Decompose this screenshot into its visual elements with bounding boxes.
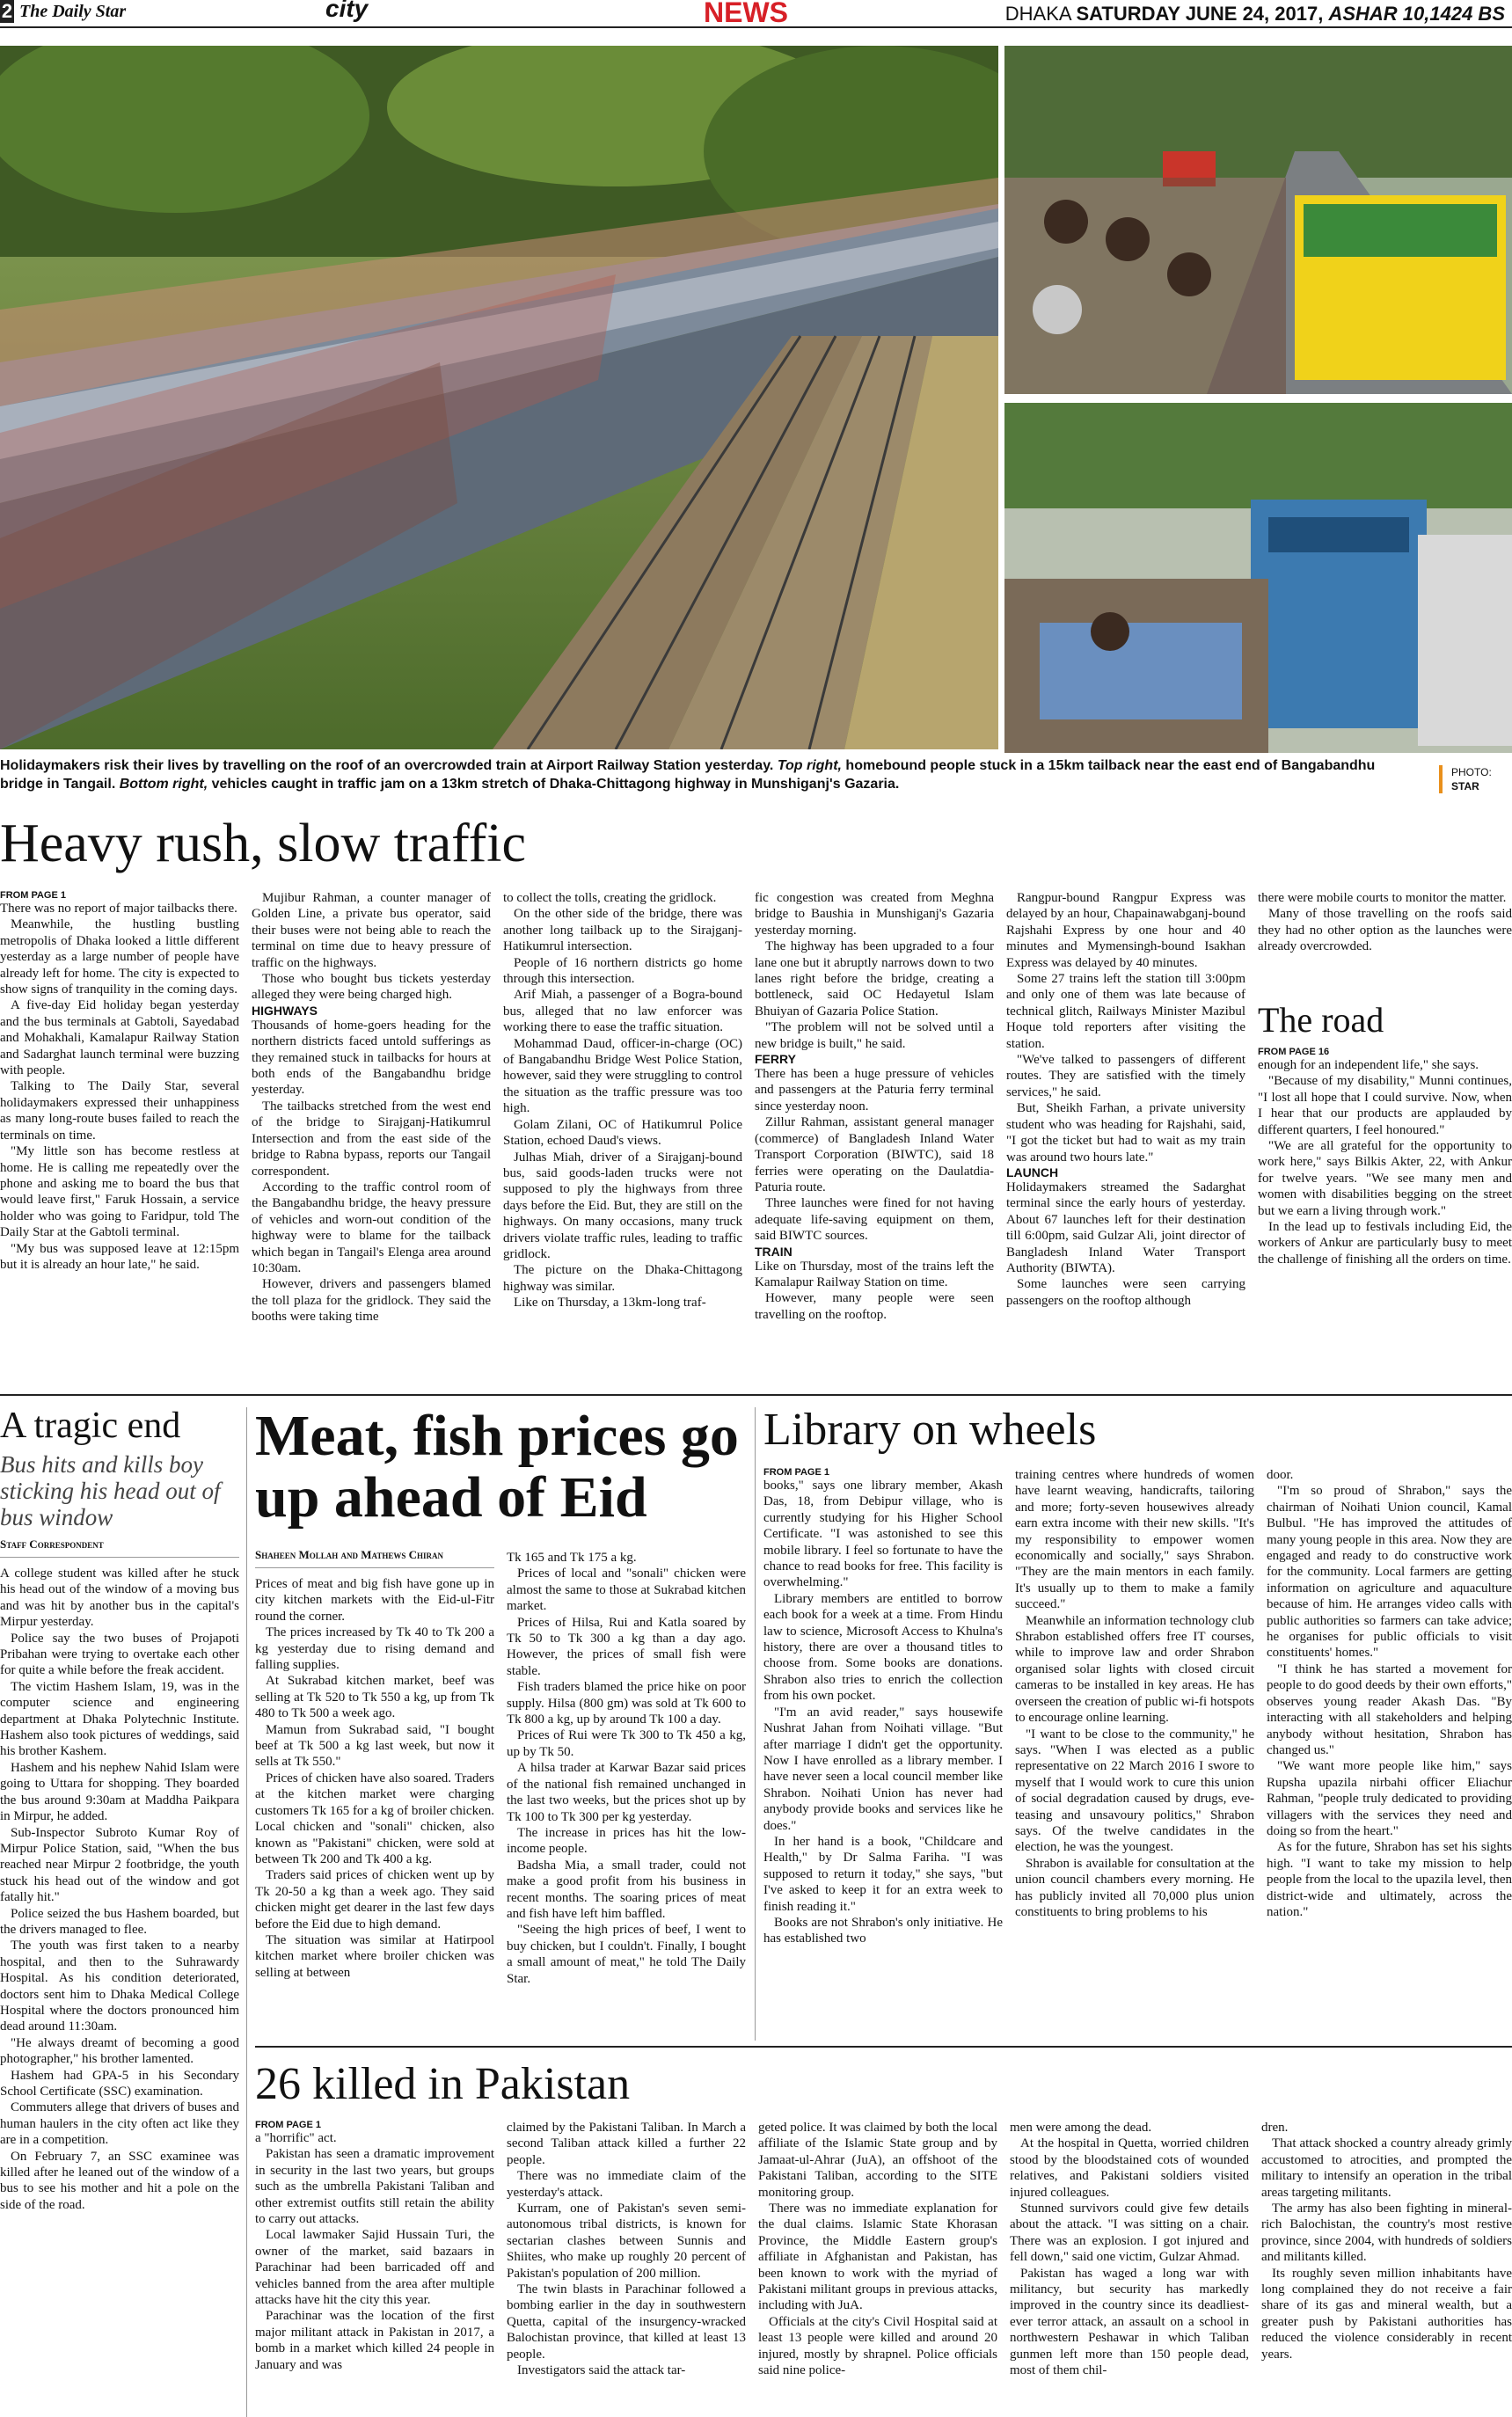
body-paragraph: to collect the tolls, creating the gridlock.	[503, 891, 717, 905]
body-paragraph: Local lawmaker Sajid Hussain Turi, the owner of the market, said bazaars in Parachinar had been barricaded off and vehicles banned from the area after multiple attacks have hit the city this year.	[255, 2228, 494, 2308]
body-paragraph: There was no report of major tailbacks there.	[0, 902, 237, 916]
body-paragraph: a "horrific" act.	[255, 2131, 337, 2145]
column-rule	[246, 1407, 247, 2417]
body-paragraph: At the hospital in Quetta, worried children stood by the bloodstained cots of wounded relatives, and Pakistani soldiers visited injured colleagues.	[1010, 2136, 1249, 2200]
body-paragraph: men were among the dead.	[1010, 2121, 1152, 2135]
body-paragraph: However, drivers and passengers blamed the toll plaza for the gridlock. They said the booths were taking time	[252, 1277, 491, 1325]
subhead-ferry: FERRY	[755, 1052, 796, 1067]
body-paragraph: There has been a huge pressure of vehicles and passengers at the Paturia ferry terminal since yesterday noon.	[755, 1067, 994, 1114]
paper-name: The Daily Star	[19, 2, 127, 21]
body-paragraph: There was no immediate explanation for the dual claims. Islamic State Khorasan Province, the Middle Eastern group's affiliate in Afghanistan and Pakistan, has been known to work with the myriad of Pakistani militant groups in previous attacks, including with JuA.	[758, 2202, 997, 2313]
pakistan-column-2	[507, 2120, 746, 2417]
body-paragraph: Prices of local and "sonali" chicken were almost the same to those at Sukrabad kitchen market.	[507, 1566, 746, 1614]
pakistan-column-1	[255, 2120, 494, 2417]
section-divider	[255, 2046, 1512, 2048]
body-paragraph: "My bus was supposed leave at 12:15pm but it is already an hour late," he said.	[0, 1241, 239, 1272]
body-paragraph: The victim Hashem Islam, 19, was in the computer science and engineering department at Dhaka Polytechnic Institute. Hashem also took pictures of weddings, said his brother Kashem.	[0, 1679, 239, 1759]
body-paragraph: Fish traders blamed the price hike on poor supply. Hilsa (800 gm) was sold at Tk 600 to Tk 800 a kg, up by around Tk 100 a day.	[507, 1680, 746, 1727]
body-paragraph: door.	[1267, 1468, 1294, 1482]
body-paragraph: That attack shocked a country already grimly accustomed to atrocities, and prompted the military to intensify an operation in the tribal areas targeting militants.	[1261, 2136, 1512, 2200]
masthead	[0, 0, 1512, 28]
paragraph-group	[1015, 1467, 1254, 1920]
body-paragraph: The youth was first taken to a nearby hospital, and then to the Suhrawardy Hospital. As his condition deteriorated, doctors sent him to Dhaka Medical College Hospital where the doctors pronounced him dead around 11:30am.	[0, 1939, 239, 2034]
body-paragraph: Zillur Rahman, assistant general manager (commerce) of Bangladesh Inland Water Transport Corporation (BIWTC), said 18 ferries were operating on the Daulatdia-Paturia route.	[755, 1115, 994, 1194]
body-paragraph: "I'm so proud of Shrabon," says the chairman of Noihati Union council, Kamal Bulbul. "He has improved the attitudes of many young people in this area. Now they are engaged and ready to do constructive work for the community. Local farmers are getting information on agriculture and aquaculture because of him. He arranges video calls with public authorities so farmers can take advice; he organises for public officials to visit constituents' homes."	[1267, 1484, 1512, 1661]
body-paragraph: The situation was similar at Hatirpool kitchen market where broiler chicken was selling at between	[255, 1932, 494, 1980]
pakistan-column-3	[758, 2120, 997, 2417]
tragic-byline: Staff Correspondent	[0, 1537, 239, 1558]
library-column-2	[1015, 1467, 1254, 2039]
body-paragraph: Prices of Rui were Tk 300 to Tk 450 a kg, up by Tk 50.	[507, 1728, 746, 1759]
body-paragraph: Meanwhile an information technology club Shrabon established offers free IT courses, while to improve law and order Shrabon organised solar lights with closed circuit cameras to be installed in key areas. He has overseen the creation of public wi-fi hotspots to encourage online learning.	[1015, 1613, 1254, 1726]
paragraph-group	[755, 890, 994, 1052]
body-paragraph: Talking to The Daily Star, several holidaymakers expressed their unhappiness as many long-route buses failed to reach the terminals on time.	[0, 1079, 239, 1143]
paragraph-group	[1258, 890, 1512, 955]
body-paragraph: But, Sheikh Farhan, a private university student who was heading for Rajshahi, said, "I got the ticket but had to wait as my train was around two hours late."	[1006, 1101, 1245, 1165]
body-paragraph: Pakistan has waged a long war with militancy, but security has markedly improved in the country since its deadliest-ever terror attack, an assault on a school in northwestern Peshawar in which Taliban gunmen left more than 150 people dead, most of them chil-	[1010, 2266, 1249, 2378]
body-paragraph: In the lead up to festivals including Eid, the workers of Ankur are particularly busy to meet the challenge of finishing all the orders on time.	[1258, 1220, 1512, 1267]
body-paragraph: A college student was killed after he stuck his head out of the window of a moving bus and was hit by another bus in the capital's Mirpur yesterday.	[0, 1566, 239, 1630]
paragraph-group	[763, 1478, 1003, 1947]
body-paragraph: According to the traffic control room of the Bangabandhu bridge, the heavy pressure of vehicles and worn-out condition of the highway were to blame for the tailback which began in Tangail's Elenga area around 10:30am.	[252, 1179, 491, 1275]
body-paragraph: Sub-Inspector Subroto Kumar Roy of Mirpur Police Station, said, "When the bus reached near Mirpur 2 footbridge, the youth stuck his head out of the window and got fatally hit."	[0, 1825, 239, 1905]
body-paragraph: The tailbacks stretched from the west end of the bridge to Sirajganj-Hatikumrul Intersection and from the east side of the bridge to Rabna bypass, reports our Tangail correspondent.	[252, 1099, 491, 1179]
category-label: NEWS	[704, 0, 788, 28]
paragraph-group	[252, 890, 491, 1004]
body-paragraph: Many of those travelling on the roofs said they had no other option as the launches were already overcrowded.	[1258, 907, 1512, 954]
paragraph-group	[0, 1566, 239, 2213]
library-column-3	[1267, 1467, 1512, 2039]
body-paragraph: Investigators said the attack tar-	[517, 2363, 686, 2378]
body-paragraph: dren.	[1261, 2121, 1289, 2135]
paragraph-group	[0, 901, 239, 1273]
body-paragraph: Prices of chicken have also soared. Traders at the kitchen market were charging customers Tk 165 for a kg of broiler chicken. Local chicken and "sonali" chicken, also known as "Pakistani" chicken, were sold at between Tk 200 and Tk 400 a kg.	[255, 1771, 494, 1866]
road-kicker: FROM PAGE 16	[1258, 1047, 1330, 1057]
paragraph-group	[1010, 2120, 1249, 2379]
body-paragraph: Arif Miah, a passenger of a Bogra-bound bus, alleged that no law enforcer was working there to ease the traffic situation.	[503, 988, 742, 1035]
body-paragraph: The increase in prices has hit the low-income people.	[507, 1825, 746, 1857]
tragic-headline: A tragic end	[0, 1406, 181, 1446]
story1-column-1	[0, 890, 239, 1383]
photo-traffic-gazaria	[1004, 403, 1512, 753]
paragraph-group	[1258, 1057, 1512, 1267]
body-paragraph: Its roughly seven million inhabitants have long complained they do not receive a fair share of its gas and mineral wealth, but a greater push by Pakistani authorities has reduced the violence considerably in recent years.	[1261, 2266, 1512, 2362]
paragraph-group	[503, 890, 742, 1311]
body-paragraph: Officials at the city's Civil Hospital said at least 13 people were killed and around 20 injured, mostly by shrapnel. Police officials said nine police-	[758, 2314, 997, 2378]
story-headline: Heavy rush, slow traffic	[0, 814, 527, 873]
body-paragraph: Shrabon is available for consultation at the union council chambers every morning. He has publicly invited all 70,000 plus union constituents to bring problems to his	[1015, 1856, 1254, 1919]
library-kicker: FROM PAGE 1	[763, 1467, 829, 1478]
subhead-launch: LAUNCH	[1006, 1165, 1059, 1179]
body-paragraph: Tk 165 and Tk 175 a kg.	[507, 1551, 637, 1565]
paragraph-group	[255, 1576, 494, 1981]
paragraph-group	[255, 2130, 494, 2373]
body-paragraph: Prices of meat and big fish have gone up in city kitchen markets with the Eid-ul-Fitr round the corner.	[255, 1577, 494, 1624]
body-paragraph: geted police. It was claimed by both the local affiliate of the Islamic State group and by Jamaat-ul-Ahrar (JuA), an offshoot of the Pakistani Taliban, according to the SITE monitoring group.	[758, 2121, 997, 2200]
body-paragraph: A hilsa trader at Karwar Bazar said prices of the national fish remained unchanged in the last two weeks, but the prices shot up by Tk 100 to Tk 300 per kg yesterday.	[507, 1761, 746, 1824]
body-paragraph: A five-day Eid holiday began yesterday and the bus terminals at Gabtoli, Sayedabad and Mohakhali, Kamalapur Railway Station and Sadarghat launch terminal were buzzing with people.	[0, 998, 239, 1078]
body-paragraph: The twin blasts in Parachinar followed a bombing earlier in the day in southwestern Quetta, capital of the insurgency-wracked Balochistan province, that killed at least 13 people.	[507, 2282, 746, 2362]
library-column-1	[763, 1467, 1003, 2039]
body-paragraph: Thousands of home-goers heading for the northern districts faced untold sufferings as they remained stuck in tailbacks for hours at both ends of the Bangabandhu bridge yesterday.	[252, 1018, 491, 1098]
story1-column-3	[503, 890, 742, 1383]
body-paragraph: enough for an independent life," she says.	[1258, 1058, 1479, 1072]
body-paragraph: People of 16 northern districts go home through this intersection.	[503, 955, 742, 987]
pakistan-column-4	[1010, 2120, 1249, 2417]
body-paragraph: Those who bought bus tickets yesterday alleged they were being charged high.	[252, 972, 491, 1003]
body-paragraph: training centres where hundreds of women have learnt weaving, handicrafts, tailoring and more; forty-seven housewives already earn extra income with their new skills. "It's my responsibility to empower women economically and socially," says Shrabon. "They are the main mentors in each family. It's usually up to them to make a family succeed."	[1015, 1468, 1254, 1612]
body-paragraph: Police seized the bus Hashem boarded, but the drivers managed to flee.	[0, 1906, 239, 1937]
story1-column-4	[755, 890, 994, 1383]
body-paragraph: there were mobile courts to monitor the matter.	[1258, 891, 1507, 905]
body-paragraph: The picture on the Dhaka-Chittagong highway was similar.	[503, 1263, 742, 1294]
meat-column-1	[255, 1576, 494, 2034]
meat-byline: Shaheen Mollah and Mathews Chiran	[255, 1548, 494, 1568]
paragraph-group	[507, 1550, 746, 1987]
story1-column-5	[1006, 890, 1245, 1383]
body-paragraph: Hashem had GPA-5 in his Secondary School Certificate (SSC) examination.	[0, 2068, 239, 2099]
body-paragraph: claimed by the Pakistani Taliban. In March a second Taliban attack killed a further 22 people.	[507, 2121, 746, 2167]
photo-credit: PHOTO: STAR	[1439, 765, 1492, 793]
body-paragraph: books," says one library member, Akash Das, 18, from Debipur village, who is currently studying for his Higher School Certificate. "I was astonished to see this mobile library. I feel so fortunate to have the chance to read books for free. This facility is overwhelming."	[763, 1479, 1003, 1590]
section-name: city	[325, 0, 369, 22]
body-paragraph: Three launches were fined for not having adequate life-saving equipment on them, said BIWTC sources.	[755, 1196, 994, 1244]
story1-column-2	[252, 890, 491, 1383]
body-paragraph: "I'm an avid reader," says housewife Nushrat Jahan from Noihati village. "But after marriage I didn't get the opportunity. Now I have enrolled as a library member. I have never seen a local council member like Shrabon. Noihati Union has never had anybody provide books and services like he does."	[763, 1705, 1003, 1833]
paragraph-group	[758, 2120, 997, 2379]
body-paragraph: In her hand is a book, "Childcare and Health," by Dr Salma Fariha. "I was supposed to return it today," she says, "but I've asked to keep it for an extra week to finish reading it."	[763, 1834, 1003, 1914]
body-paragraph: Library members are entitled to borrow each book for a week at a time. From Hindu law to science, Microsoft Access to Khulna's history, there are over a thousand titles to choose from. Some books are donations. Shrabon also tries to enrich the collection from his own pocket.	[763, 1591, 1003, 1704]
body-paragraph: "He always dreamt of becoming a good photographer," his brother lamented.	[0, 2035, 239, 2067]
train-roof-illustration	[0, 46, 998, 749]
paragraph-group	[1006, 1179, 1245, 1309]
paragraph-group	[755, 1259, 994, 1324]
body-paragraph: Some 27 trains left the station till 3:00pm and only one of them was late because of technical glitch, Railways Minister Mazibul Hoque told reporters after visiting the station.	[1006, 972, 1245, 1051]
body-paragraph: However, many people were seen travelling on the rooftop.	[755, 1291, 994, 1322]
paragraph-group	[755, 1066, 994, 1244]
paragraph-group	[1261, 2120, 1512, 2362]
body-paragraph: The army has also been fighting in mineral-rich Balochistan, the country's most restive province, since 2004, with hundreds of soldiers and militants killed.	[1261, 2202, 1512, 2265]
body-paragraph: Julhas Miah, driver of a Sirajganj-bound bus, said goods-laden trucks were not supposed to ply the highways from three days before the Eid. But, they are still on the highways. On many occasions, many truck drivers violate traffic rules, leading to traffic gridlock.	[503, 1150, 742, 1261]
body-paragraph: The highway has been upgraded to a four lane one but it abruptly narrows down to two lanes right before the bridge, creating a bottleneck, said OC Hedayetul Islam Bhuiyan of Gazaria Police Station.	[755, 939, 994, 1019]
body-paragraph: At Sukrabad kitchen market, beef was selling at Tk 520 to Tk 550 a kg, up from Tk 480 to Tk 500 a week ago.	[255, 1674, 494, 1721]
body-paragraph: Pakistan has seen a dramatic improvement in security in the last two years, but groups such as the umbrella Pakistani Taliban and other extremist outfits still retain the ability to carry out attacks.	[255, 2147, 494, 2227]
body-paragraph: Rangpur-bound Rangpur Express was delayed by an hour, Chapainawabganj-bound Rajshahi Express by one hour and 40 minutes and Mymensingh-bound Isakhan Express was delayed by 40 minutes.	[1006, 891, 1245, 970]
dateline: DHAKA SATURDAY JUNE 24, 2017, ASHAR 10,1424 BS	[1004, 3, 1505, 25]
subhead-highways: HIGHWAYS	[252, 1003, 318, 1018]
body-paragraph: "We've talked to passengers of different routes. They are satisfied with the timely services," he said.	[1006, 1053, 1245, 1099]
photo-caption: Holidaymakers risk their lives by travelling on the roof of an overcrowded train at Airport Railway Station yesterday. Top right, homebound people stuck in a 15km tailback near the east end of Bangabandhu bridge in Tangail. Bottom right, vehicles caught in traffic jam on a 13km stretch of Dhaka-Chittagong highway in Munshiganj's Gazaria.	[0, 758, 1376, 792]
column-rule	[755, 1407, 756, 2041]
body-paragraph: Mohammad Daud, officer-in-charge (OC) of Bangabandhu Bridge West Police Station, however, said they were struggling to control the situation as the traffic pressure was too high.	[503, 1036, 742, 1116]
body-paragraph: On the other side of the bridge, there was another long tailback up to the Sirajganj-Hatikumrul intersection.	[503, 907, 742, 954]
body-paragraph: "I want to be close to the community," he says. "When I was elected as a public representative on 22 March 2016 I swore to myself that I would work to cure this union of social degradation caused by drugs, eve-teasing and unsavoury politics," Shrabon says. Of the twelve candidates in the election, he was the youngest.	[1015, 1727, 1254, 1855]
tailback-illustration	[1004, 46, 1512, 394]
from-page-kicker: FROM PAGE 1	[0, 890, 66, 901]
body-paragraph: "Because of my disability," Munni continues, "I lost all hope that I could survive. Now, when I hear that our products are applauded by different quarters, I feel honoured."	[1258, 1074, 1512, 1137]
meat-column-2	[507, 1550, 746, 2034]
body-paragraph: Commuters allege that drivers of buses and human haulers in the city often act like they are in a competition.	[0, 2100, 239, 2148]
paragraph-group	[507, 2120, 746, 2379]
body-paragraph: "My little son has become restless at home. He is calling me repeatedly over the phone and asking me to board the bus that would leave first," Faruk Hossain, a service holder who was going to Faridpur, told The Daily Star at the Gabtoli terminal.	[0, 1144, 239, 1240]
body-paragraph: As for the future, Shrabon has set his sights high. "I want to take my mission to help people from the local to the upazila level, then district-wide and ultimately, across the nation."	[1267, 1840, 1512, 1919]
pakistan-headline: 26 killed in Pakistan	[255, 2059, 631, 2109]
photo-tailback-tangail	[1004, 46, 1512, 394]
paragraph-group	[1267, 1467, 1512, 1920]
body-paragraph: Like on Thursday, most of the trains left the Kamalapur Railway Station on time.	[755, 1259, 994, 1289]
road-headline: The road	[1258, 1000, 1384, 1040]
body-paragraph: Hashem and his nephew Nahid Islam were going to Uttara for shopping. They boarded the bus around 9:30am at Maddha Paikpara in Mirpur, he added.	[0, 1760, 239, 1824]
body-paragraph: The prices increased by Tk 40 to Tk 200 a kg yesterday due to rising demand and falling supplies.	[255, 1625, 494, 1673]
body-paragraph: "We are all grateful for the opportunity to work here," says Bilkis Akter, 22, with Ankur for twelve years. "We see many men and women with disabilities begging on the street but we earn a living through work."	[1258, 1139, 1512, 1218]
body-paragraph: Police say the two buses of Projapoti Pribahan were trying to overtake each other for quite a while before the freak accident.	[0, 1631, 239, 1678]
library-headline: Library on wheels	[763, 1405, 1097, 1455]
body-paragraph: Meanwhile, the hustling bustling metropolis of Dhaka looked a little different yesterday as a large number of people have already left for home. The city is expected to show signs of tranquility in the coming days.	[0, 917, 239, 997]
pakistan-kicker: FROM PAGE 1	[255, 2120, 321, 2130]
body-paragraph: Kurram, one of Pakistan's seven semi-autonomous tribal districts, is known for sectarian clashes between Sunnis and Shiites, who make up roughly 20 percent of Pakistan's population of 200 million.	[507, 2202, 746, 2281]
body-paragraph: Books are not Shrabon's only initiative. He has established two	[763, 1915, 1003, 1946]
body-paragraph: Badsha Mia, a small trader, could not make a good profit from his business in recent months. The soaring prices of meat and fish have left him baffled.	[507, 1858, 746, 1921]
paragraph-group	[1006, 890, 1245, 1165]
meat-headline: Meat, fish prices go up ahead of Eid	[255, 1404, 739, 1530]
body-paragraph: Stunned survivors could give few details about the attack. "I was sitting on a chair. There was an explosion. I got injured and fell down," said one victim, Gulzar Ahmad.	[1010, 2202, 1249, 2265]
body-paragraph: Like on Thursday, a 13km-long traf-	[514, 1296, 706, 1311]
body-paragraph: Parachinar was the location of the first major militant attack in Pakistan in 2017, a bomb in a market which killed 24 people in January and was	[255, 2309, 494, 2372]
traffic-illustration	[1004, 403, 1512, 753]
section-divider	[0, 1394, 1512, 1396]
body-paragraph: Mamun from Sukrabad said, "I bought beef at Tk 500 a kg last week, but now it sells at Tk 550."	[255, 1722, 494, 1770]
main-photo-train-roof	[0, 46, 998, 749]
subhead-train: TRAIN	[755, 1244, 793, 1259]
page-number: 2	[1, 0, 13, 22]
body-paragraph: fic congestion was created from Meghna bridge to Baushia in Munshiganj's Gazaria yesterday morning.	[755, 891, 994, 938]
body-paragraph: Mujibur Rahman, a counter manager of Golden Line, a private bus operator, said their buses were not being able to reach the terminal on time due to heavy pressure of traffic on the highways.	[252, 891, 491, 970]
body-paragraph: "We want more people like him," says Rupsha upazila nirbahi officer Eliachur Rahman, "people truly dedicated to providing villagers with the services they need and doing so from the heart."	[1267, 1759, 1512, 1838]
body-paragraph: Some launches were seen carrying passengers on the rooftop although	[1006, 1277, 1245, 1308]
body-paragraph: "The problem will not be solved until a new bridge is built," he said.	[755, 1020, 994, 1051]
tragic-deck: Bus hits and kills boy sticking his head out of bus window	[0, 1451, 221, 1530]
body-paragraph: "I think he has started a movement for people to do good deeds by their own efforts," observes young reader Akash Das. "By interacting with all stakeholders and helping anybody without hesitation, Shrabon has changed us."	[1267, 1661, 1512, 1757]
body-paragraph: There was no immediate claim of the yesterday's attack.	[507, 2169, 746, 2200]
body-paragraph: Golam Zilani, OC of Hatikumrul Police Station, echoed Daud's views.	[503, 1117, 742, 1149]
body-paragraph: Prices of Hilsa, Rui and Katla soared by Tk 50 to Tk 300 a kg than a day ago. However, the prices of small fish were stable.	[507, 1615, 746, 1678]
body-paragraph: "Seeing the high prices of beef, I went to buy chicken, but I couldn't. Finally, I bought a small amount of meat," he told The Daily Star.	[507, 1923, 746, 1986]
pakistan-column-5	[1261, 2120, 1512, 2417]
body-paragraph: On February 7, an SSC examinee was killed after he leaned out of the window of a bus to see his mother and hit a pole on the side of the road.	[0, 2149, 239, 2212]
body-paragraph: Traders said prices of chicken went up by Tk 20-50 a kg than a week ago. They said chicken might get dearer in the last few days before the Eid due to high demand.	[255, 1868, 494, 1931]
body-paragraph: Holidaymakers streamed the Sadarghat terminal since the early hours of yesterday. About 67 launches left for their destination till 6:00pm, said Gulzar Ali, joint director of Bangladesh Inland Water Transport Authority (BIWTA).	[1006, 1179, 1245, 1275]
road-column	[1258, 1047, 1512, 1383]
tragic-column	[0, 1566, 239, 2417]
paragraph-group	[252, 1018, 491, 1325]
